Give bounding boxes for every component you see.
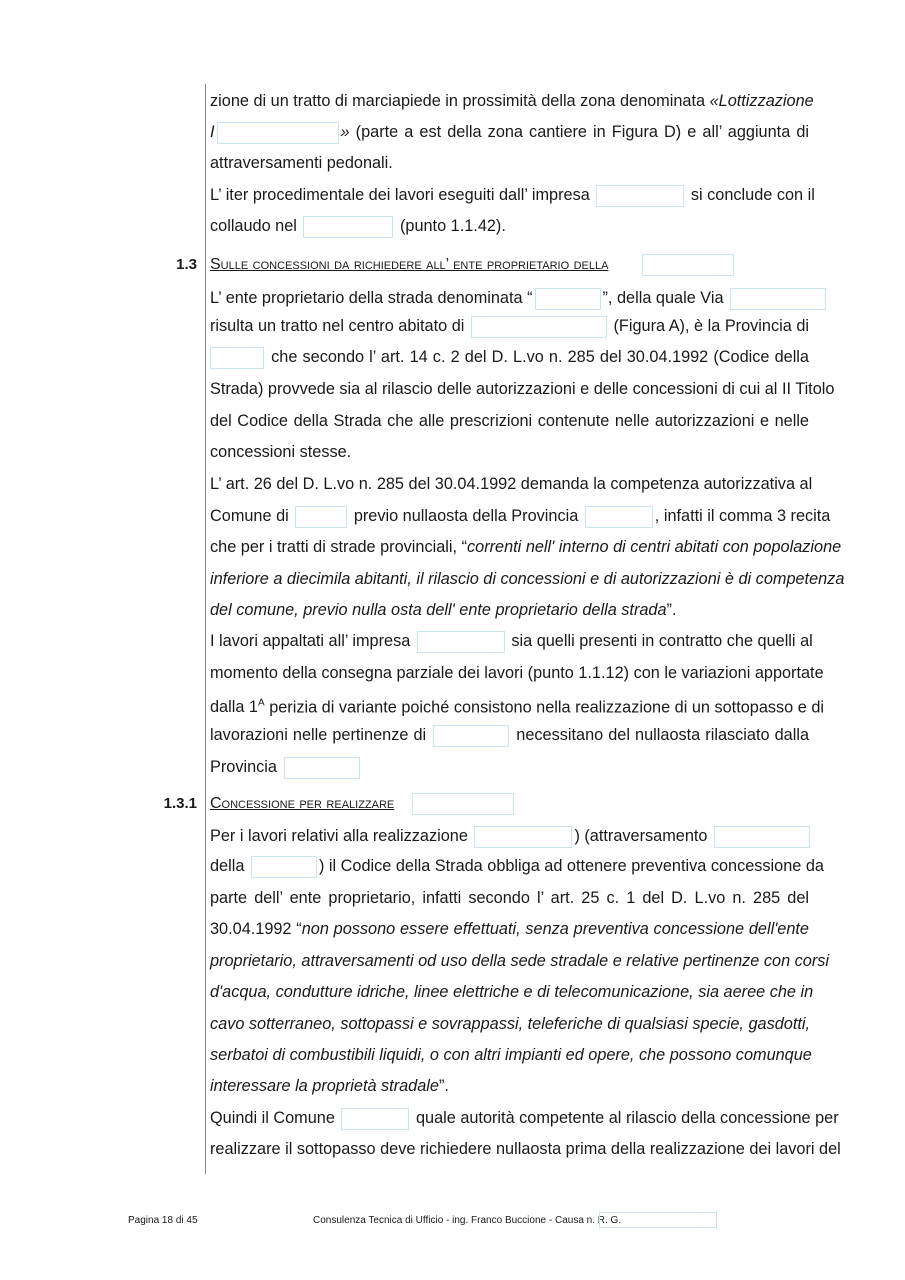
text-line: collaudo nel (punto 1.1.42). bbox=[210, 213, 809, 239]
redacted-field bbox=[210, 347, 264, 369]
text-line: L’ art. 26 del D. L.vo n. 285 del 30.04.1992 demanda la competenza autorizzativa al bbox=[210, 475, 813, 493]
text-line: serbatoi di combustibili liquidi, o con altri impianti ed opere, che possono comunque bbox=[210, 1046, 812, 1064]
text-line: cavo sotterraneo, sottopassi e sovrappassi, teleferiche di qualsiasi specie, gasdotti, bbox=[210, 1015, 811, 1033]
redacted-field bbox=[599, 1212, 717, 1228]
text-line: Provincia bbox=[210, 754, 809, 780]
redacted-field bbox=[714, 826, 810, 848]
text-line: I lavori appaltati all’ impresa sia quelli presenti in contratto che quelli al bbox=[210, 628, 809, 654]
text-line: della ) il Codice della Strada obbliga ad ottenere preventiva concessione da bbox=[210, 853, 809, 879]
text-line: del comune, previo nulla osta dell' ente proprietario della strada”. bbox=[210, 601, 677, 619]
text-line: Quindi il Comune quale autorità competente al rilascio della concessione per bbox=[210, 1105, 809, 1131]
redacted-field bbox=[417, 631, 505, 653]
text-line: interessare la proprietà stradale”. bbox=[210, 1077, 449, 1095]
text-line: Per i lavori relativi alla realizzazione ) (attraversamento bbox=[210, 823, 809, 849]
redacted-field bbox=[284, 757, 360, 779]
redacted-field bbox=[535, 288, 601, 310]
section-number: 1.3.1 bbox=[163, 795, 197, 812]
text-line: che secondo l’ art. 14 c. 2 del D. L.vo n. 285 del 30.04.1992 (Codice della bbox=[210, 344, 809, 370]
text-line: attraversamenti pedonali. bbox=[210, 154, 393, 172]
redacted-field bbox=[341, 1108, 409, 1130]
text-line: che per i tratti di strade provinciali, “correnti nell' interno di centri abitati con popolazione bbox=[210, 538, 842, 556]
text-line: Strada) provvede sia al rilascio delle autorizzazioni e delle concessioni di cui al II Titolo bbox=[210, 380, 835, 398]
redacted-field bbox=[217, 122, 339, 144]
section-number: 1.3 bbox=[176, 256, 197, 273]
redacted-field bbox=[471, 316, 607, 338]
text-line: L’ iter procedimentale dei lavori eseguiti dall’ impresa si conclude con il bbox=[210, 182, 809, 208]
section-heading: Concessione per realizzare bbox=[210, 795, 395, 812]
text-line: del Codice della Strada che alle prescrizioni contenute nelle autorizzazioni e nelle bbox=[210, 412, 809, 430]
left-margin-rule bbox=[205, 84, 206, 1174]
text-line: realizzare il sottopasso deve richiedere nullaosta prima della realizzazione dei lavori del bbox=[210, 1140, 841, 1158]
text-line: lavorazioni nelle pertinenze di necessitano del nullaosta rilasciato dalla bbox=[210, 722, 809, 748]
text-line: concessioni stesse. bbox=[210, 443, 352, 461]
redacted-field bbox=[730, 288, 826, 310]
page-number: Pagina 18 di 45 bbox=[128, 1215, 198, 1226]
section-heading: Sulle concessioni da richiedere all’ ente proprietario della bbox=[210, 256, 609, 273]
redacted-field bbox=[596, 185, 684, 207]
redacted-field bbox=[585, 506, 653, 528]
text-line: proprietario, attraversamenti od uso della sede stradale e relative pertinenze con corsi bbox=[210, 952, 830, 970]
text-line: d'acqua, condutture idriche, linee elettriche e di telecomunicazione, sia aeree che in bbox=[210, 983, 814, 1001]
text-line: dalla $1^A$ perizia di variante poiché consistono nella realizzazione di un sottopasso e di bbox=[210, 698, 824, 717]
text-line: L’ ente proprietario della strada denominata “ ”, della quale Via bbox=[210, 285, 809, 311]
text-line: parte dell’ ente proprietario, infatti secondo l’ art. 25 c. 1 del D. L.vo n. 285 del bbox=[210, 889, 809, 907]
redacted-field bbox=[251, 856, 317, 878]
redacted-field bbox=[295, 506, 347, 528]
text-line: momento della consegna parziale dei lavori (punto 1.1.12) con le variazioni apportate bbox=[210, 664, 824, 682]
redacted-field bbox=[642, 254, 734, 276]
text-line: I » (parte a est della zona cantiere in Figura D) e all’ aggiunta di bbox=[210, 119, 809, 145]
text-line: Comune di previo nullaosta della Provincia , infatti il comma 3 recita bbox=[210, 503, 809, 529]
text-line: inferiore a diecimila abitanti, il rilascio di concessioni e di autorizzazioni è di competenza bbox=[210, 570, 845, 588]
text-line: zione di un tratto di marciapiede in prossimità della zona denominata «Lottizzazione bbox=[210, 92, 814, 110]
redacted-field bbox=[303, 216, 393, 238]
text-line: 30.04.1992 “non possono essere effettuati, senza preventiva concessione dell'ente bbox=[210, 920, 809, 938]
redacted-field bbox=[433, 725, 509, 747]
footer-text: Consulenza Tecnica di Ufficio - ing. Franco Buccione - Causa n. R. G. bbox=[313, 1215, 622, 1226]
redacted-field bbox=[412, 793, 514, 815]
text-line: risulta un tratto nel centro abitato di (Figura A), è la Provincia di bbox=[210, 313, 809, 339]
redacted-field bbox=[474, 826, 572, 848]
